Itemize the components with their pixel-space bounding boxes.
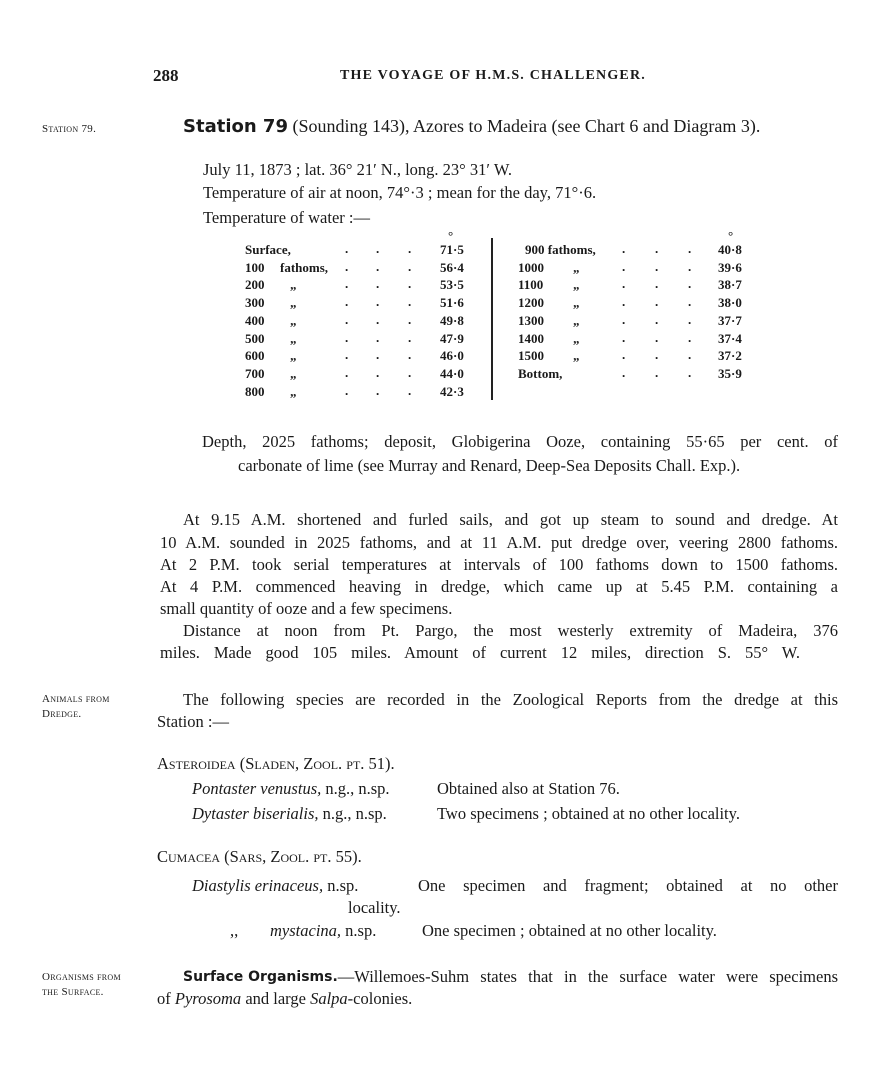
depth-label: Bottom, [518,365,563,381]
leader-dot: . [688,276,692,292]
temperature-value: 53·5 [440,277,464,293]
leader-dot: . [376,364,380,380]
ditto-mark: „ [573,277,580,293]
species-entry [192,876,358,896]
temperature-value: 49·8 [440,312,464,328]
species-note-cont: locality. [348,898,401,917]
surface-organisms-text: —Willemoes-Suhm states that in the surface water were specimens [337,967,838,986]
depth-line-1: Depth, 2025 fathoms; deposit, Globigerina Ooze, containing 55·65 per cent. of [202,432,838,451]
temperature-value: 71·5 [440,242,464,257]
ditto-mark: „ [573,312,580,328]
station-heading-rest: (Sounding 143), Azores to Madeira (see Chart 6 and Diagram 3). [288,116,761,136]
leader-dot: . [655,258,659,274]
leader-dot: . [622,329,626,345]
leader-dot: . [345,258,349,274]
surface-organisms-line-2 [157,989,412,1009]
leader-dot: . [408,241,412,256]
leader-dot: . [376,258,380,274]
temperature-value: 51·6 [440,295,464,311]
depth-label: 500 [245,330,265,346]
ditto-mark: „ [290,277,297,293]
depth-label: 100 [245,259,265,275]
leader-dot: . [345,364,349,380]
leader-dot: . [622,276,626,292]
genus-name: Salpa [310,989,348,1008]
leader-dot: . [622,294,626,310]
temperature-value: 40·8 [718,242,742,257]
species-note: Obtained also at Station 76. [437,779,620,798]
species-authority: n.sp. [341,921,377,940]
sidenote-animals: Animals from [42,693,110,705]
leader-dot: . [408,311,412,327]
depth-label: 1100 [518,277,544,293]
leader-dot: . [688,294,692,310]
ditto-mark: „ [290,312,297,328]
species-note: One specimen ; obtained at no other locality. [422,921,717,940]
running-title: THE VOYAGE OF H.M.S. CHALLENGER. [340,68,646,83]
leader-dot: . [345,329,349,345]
narrative-line: small quantity of ooze and a few specimens. [160,599,453,618]
leader-dot: . [345,241,349,256]
leader-dot: . [688,241,692,256]
species-entry [192,804,387,824]
temperature-value: 37·2 [718,348,742,364]
leader-dot: . [622,258,626,274]
narrative-line: At 4 P.M. commenced heaving in dredge, which came up at 5.45 P.M. containing a [160,577,838,596]
leader-dot: . [345,311,349,327]
leader-dot: . [376,294,380,310]
depth-label: 400 [245,312,265,328]
leader-dot: . [655,294,659,310]
text: of [157,989,175,1008]
leader-dot: . [622,364,626,380]
ditto-mark: „ [290,383,297,399]
surface-organisms-line-1 [183,967,838,987]
leader-dot: . [376,382,380,398]
leader-dot: . [376,241,380,256]
depth-label: 1200 [518,295,544,311]
degree-mark: ° [728,228,734,243]
leader-dot: . [345,294,349,310]
leader-dot: . [376,311,380,327]
depth-label: 900 fathoms, [525,242,596,257]
depth-label: 300 [245,295,265,311]
narrative-line: At 2 P.M. took serial temperatures at intervals of 100 fathoms down to 1500 fathoms. [160,555,838,574]
leader-dot: . [408,276,412,292]
leader-dot: . [345,382,349,398]
leader-dot: . [688,329,692,345]
leader-dot: . [408,329,412,345]
ditto-mark: „ [290,348,297,364]
asteroidea-heading: Asteroidea (Sladen, Zool. pt. 51). [157,754,395,773]
air-temperature: Temperature of air at noon, 74°·3 ; mean for the day, 71°·6. [203,183,597,202]
leader-dot: . [408,347,412,363]
text: -colonies. [347,989,413,1008]
species-name: mystacina, [270,921,342,940]
depth-label: 1300 [518,312,544,328]
depth-line-2: carbonate of lime (see Murray and Renard, Deep-Sea Deposits Chall. Exp.). [238,456,741,475]
species-authority: n.sp. [323,876,359,895]
station-heading [183,116,760,137]
ditto-mark: „ [573,259,580,275]
page-number: 288 [153,66,179,85]
leader-dot: . [655,276,659,292]
cumacea-heading: Cumacea (Sars, Zool. pt. 55). [157,847,362,866]
species-authority: n.g., n.sp. [321,779,390,798]
leader-dot: . [376,329,380,345]
species-intro-1: The following species are recorded in the Zoological Reports from the dredge at this [183,690,838,709]
ditto-mark: „ [573,348,580,364]
depth-label: 1400 [518,330,544,346]
ditto-mark: „ [290,295,297,311]
ditto-mark: „ [573,295,580,311]
temperature-value: 44·0 [440,365,464,381]
ditto-mark: „ [573,330,580,346]
temperature-value: 37·4 [718,330,742,346]
leader-dot: . [622,347,626,363]
leader-dot: . [655,241,659,256]
depth-label: Surface, [245,242,291,257]
leader-dot: . [655,311,659,327]
temperature-value: 35·9 [718,365,742,381]
leader-dot: . [376,276,380,292]
sidenote-animals-2: Dredge. [42,708,82,720]
genus-name: Pyrosoma [174,989,242,1008]
leader-dot: . [376,347,380,363]
depth-label: 1000 [518,259,544,275]
species-note: One specimen and fragment; obtained at no other [418,876,838,895]
leader-dot: . [688,311,692,327]
leader-dot: . [345,276,349,292]
narrative-line: 10 A.M. sounded in 2025 fathoms, and at 11 A.M. put dredge over, veering 2800 fathoms. [160,533,838,552]
depth-label: 1500 [518,348,544,364]
depth-label: 700 [245,365,265,381]
ditto-mark: „ [290,330,297,346]
leader-dot: . [408,382,412,398]
leader-dot: . [622,241,626,256]
leader-dot: . [655,329,659,345]
species-note: Two specimens ; obtained at no other locality. [437,804,740,823]
species-authority: n.g., n.sp. [318,804,387,823]
narrative-line: Distance at noon from Pt. Pargo, the most westerly extremity of Madeira, 376 [183,621,838,640]
leader-dot: . [408,294,412,310]
sidenote-station: Station 79. [42,123,97,135]
temperature-value: 37·7 [718,312,742,328]
ditto-mark: ,, [230,921,239,940]
leader-dot: . [408,258,412,274]
leader-dot: . [655,347,659,363]
temperature-value: 47·9 [440,330,464,346]
degree-mark: ° [448,228,454,243]
temperature-value: 38·0 [718,295,742,311]
species-name: Dytaster biserialis, [192,804,319,823]
ditto-mark: „ [290,365,297,381]
leader-dot: . [688,347,692,363]
species-intro-2: Station :— [157,712,229,731]
species-name: Pontaster venustus, [192,779,322,798]
text: and large [241,989,311,1008]
temperature-value: 39·6 [718,259,742,275]
temperature-value: 56·4 [440,259,464,275]
narrative-line: At 9.15 A.M. shortened and furled sails, and got up steam to sound and dredge. At [183,510,838,529]
leader-dot: . [345,347,349,363]
temperature-value: 46·0 [440,348,464,364]
depth-label: 600 [245,348,265,364]
species-entry [192,779,390,799]
leader-dot: . [622,311,626,327]
narrative-line: miles. Made good 105 miles. Amount of current 12 miles, direction S. 55° W. [160,643,800,662]
leader-dot: . [655,364,659,380]
station-heading-bold: Station 79 [183,116,288,137]
table-divider [491,238,493,400]
water-temperature-label: Temperature of water :— [203,208,370,227]
temperature-value: 38·7 [718,277,742,293]
surface-organisms-title: Surface Organisms. [183,969,338,985]
leader-dot: . [688,258,692,274]
date-position: July 11, 1873 ; lat. 36° 21′ N., long. 23° 31′ W. [203,160,513,179]
species-name: Diastylis erinaceus, [192,876,324,895]
depth-label: 200 [245,277,265,293]
species-entry [270,921,376,941]
ditto-mark: fathoms, [280,259,329,275]
temperature-value: 42·3 [440,383,464,399]
depth-label: 800 [245,383,265,399]
leader-dot: . [408,364,412,380]
sidenote-organisms-2: the Surface. [42,986,104,998]
sidenote-organisms: Organisms from [42,971,121,983]
leader-dot: . [688,364,692,380]
